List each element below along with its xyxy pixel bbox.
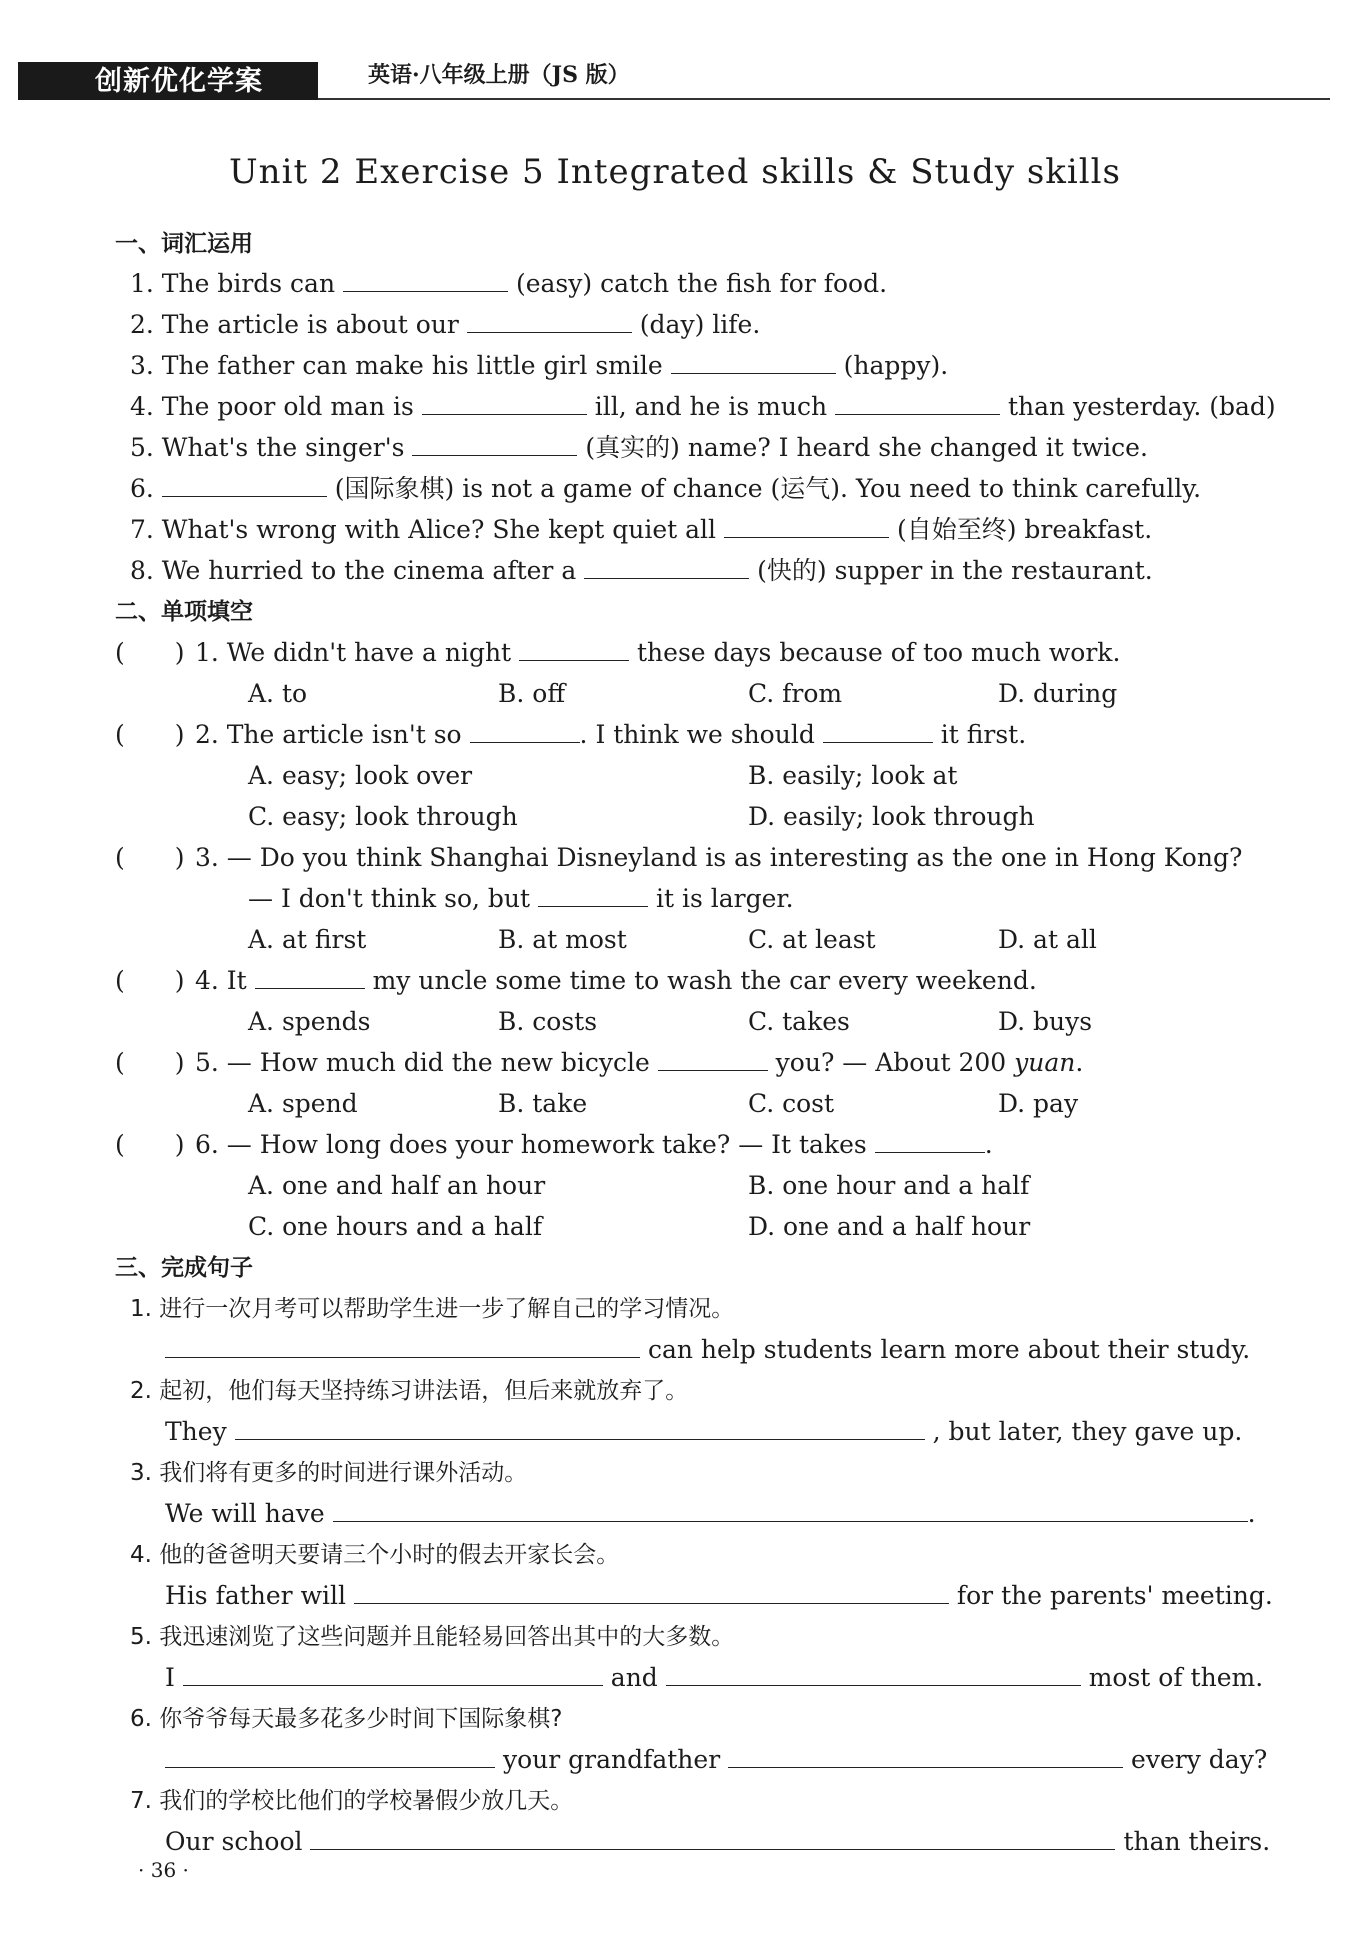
option-c: C. one hours and a half: [248, 1212, 543, 1241]
answer-blank[interactable]: [519, 638, 629, 661]
answer-paren[interactable]: ( ): [115, 720, 185, 749]
s3-prompt-1: 1. 进行一次月考可以帮助学生进一步了解自己的学习情况。: [130, 1296, 735, 1322]
mc-question-4: [115, 965, 1037, 997]
answer-blank[interactable]: [343, 269, 508, 292]
s3-answer-5: [165, 1662, 1263, 1694]
answer-blank[interactable]: [724, 515, 889, 538]
s3-prompt-2: 2. 起初，他们每天坚持练习讲法语，但后来就放弃了。: [130, 1378, 689, 1404]
answer-blank[interactable]: [467, 310, 632, 333]
answer-blank[interactable]: [354, 1581, 949, 1604]
option-c: C. at least: [748, 925, 876, 954]
text: , but later, they gave up.: [932, 1417, 1243, 1446]
text: 5. — How much did the new bicycle: [194, 1048, 650, 1077]
text: I: [165, 1663, 175, 1692]
mc-question-3-reply: [248, 883, 794, 915]
book-title: 英语·八年级上册（JS 版）: [368, 62, 630, 88]
text: 6. — How long does your homework take? — It takes: [194, 1130, 867, 1159]
s3-prompt-5: 5. 我迅速浏览了这些问题并且能轻易回答出其中的大多数。: [130, 1624, 735, 1650]
option-d: D. pay: [998, 1089, 1079, 1118]
option-a: A. at first: [248, 925, 367, 954]
mc-question-2: [115, 719, 1026, 751]
s3-answer-1: [165, 1334, 1250, 1366]
text: and: [610, 1663, 658, 1692]
text: Our school: [165, 1827, 303, 1856]
s1-item-7: [130, 514, 1152, 546]
text: .: [984, 1130, 993, 1159]
s1-item-4: [130, 391, 1276, 423]
answer-blank[interactable]: [538, 884, 648, 907]
s3-prompt-7: 7. 我们的学校比他们的学校暑假少放几天。: [130, 1788, 574, 1814]
s3-prompt-4: 4. 他的爸爸明天要请三个小时的假去开家长会。: [130, 1542, 620, 1568]
answer-blank[interactable]: [671, 351, 836, 374]
page-number: · 36 ·: [138, 1858, 189, 1882]
s1-item-6: [130, 473, 1201, 505]
option-b: B. off: [498, 679, 566, 708]
page-title: Unit 2 Exercise 5 Integrated skills & Study skills: [229, 152, 1121, 192]
text: We will have: [165, 1499, 325, 1528]
text: 2. The article isn't so: [194, 720, 462, 749]
text: . I think we should: [579, 720, 815, 749]
answer-blank[interactable]: [255, 966, 365, 989]
text: 5. What's the singer's: [130, 433, 405, 462]
answer-blank[interactable]: [235, 1417, 925, 1440]
text: it first.: [940, 720, 1027, 749]
answer-blank[interactable]: [666, 1663, 1081, 1686]
text: (easy) catch the fish for food.: [515, 269, 888, 298]
text: 8. We hurried to the cinema after a: [130, 556, 577, 585]
text: 3. — Do you think Shanghai Disneyland is as interesting as the one in Hong Kong?: [194, 843, 1243, 872]
text: His father will: [165, 1581, 346, 1610]
text: (day) life.: [639, 310, 761, 339]
text: can help students learn more about their study.: [647, 1335, 1251, 1364]
s3-answer-4: [165, 1580, 1273, 1612]
section2-heading: 二、单项填空: [115, 599, 253, 625]
option-c: C. from: [748, 679, 843, 708]
answer-paren[interactable]: ( ): [115, 638, 185, 667]
option-d: D. easily; look through: [748, 802, 1035, 831]
text: They: [165, 1417, 227, 1446]
text: 4. The poor old man is: [130, 392, 414, 421]
option-c: C. takes: [748, 1007, 850, 1036]
text: ill, and he is much: [594, 392, 828, 421]
s1-item-3: [130, 350, 948, 382]
answer-blank[interactable]: [165, 1335, 640, 1358]
text: than yesterday. (bad): [1008, 392, 1276, 421]
option-b: B. easily; look at: [748, 761, 958, 790]
option-b: B. costs: [498, 1007, 598, 1036]
text: your grandfather: [502, 1745, 721, 1774]
s1-item-8: [130, 555, 1153, 587]
s3-prompt-6: 6. 你爷爷每天最多花多少时间下国际象棋?: [130, 1706, 563, 1732]
answer-paren[interactable]: ( ): [115, 966, 185, 995]
answer-blank[interactable]: [412, 433, 577, 456]
header-rule: [318, 98, 1330, 100]
text: it is larger.: [655, 884, 794, 913]
answer-blank[interactable]: [875, 1130, 985, 1153]
answer-paren[interactable]: ( ): [115, 1048, 185, 1077]
text: yuan: [1014, 1048, 1076, 1077]
text: 1. We didn't have a night: [194, 638, 512, 667]
option-d: D. at all: [998, 925, 1097, 954]
text: (快的) supper in the restaurant.: [757, 556, 1153, 585]
answer-blank[interactable]: [162, 474, 327, 497]
answer-paren[interactable]: ( ): [115, 1130, 185, 1159]
option-a: A. spends: [248, 1007, 371, 1036]
s1-item-5: [130, 432, 1148, 464]
text: than theirs.: [1123, 1827, 1271, 1856]
s1-item-2: [130, 309, 760, 341]
text: every day?: [1131, 1745, 1268, 1774]
answer-blank[interactable]: [835, 392, 1000, 415]
text: (自始至终) breakfast.: [896, 515, 1153, 544]
section3-heading: 三、完成句子: [115, 1255, 253, 1281]
s1-item-1: [130, 268, 887, 300]
text: 1. The birds can: [130, 269, 336, 298]
text: 3. The father can make his little girl smile: [130, 351, 663, 380]
option-d: D. during: [998, 679, 1118, 708]
answer-blank[interactable]: [823, 720, 933, 743]
text: (真实的) name? I heard she changed it twice.: [585, 433, 1148, 462]
answer-blank[interactable]: [470, 720, 580, 743]
brand-logo: 创新优化学案: [95, 66, 263, 97]
text: 7. What's wrong with Alice? She kept quiet all: [130, 515, 717, 544]
answer-paren[interactable]: ( ): [115, 843, 185, 872]
answer-blank[interactable]: [658, 1048, 768, 1071]
text: .: [1247, 1499, 1256, 1528]
text: .: [1075, 1048, 1084, 1077]
answer-blank[interactable]: [728, 1745, 1123, 1768]
option-a: A. to: [248, 679, 308, 708]
option-c: C. easy; look through: [248, 802, 518, 831]
text: most of them.: [1088, 1663, 1264, 1692]
s3-answer-6: [165, 1744, 1267, 1776]
option-d: D. one and a half hour: [748, 1212, 1031, 1241]
text: (国际象棋) is not a game of chance (运气). You need to think carefully.: [334, 474, 1202, 503]
answer-blank[interactable]: [165, 1745, 495, 1768]
option-d: D. buys: [998, 1007, 1093, 1036]
s3-answer-2: [165, 1416, 1242, 1448]
text: 6.: [130, 474, 154, 503]
answer-blank[interactable]: [422, 392, 587, 415]
mc-question-3: [115, 842, 1242, 874]
answer-blank[interactable]: [333, 1499, 1248, 1522]
option-b: B. take: [498, 1089, 588, 1118]
text: (happy).: [843, 351, 949, 380]
section1-heading: 一、词汇运用: [115, 231, 253, 257]
answer-blank[interactable]: [183, 1663, 603, 1686]
text: my uncle some time to wash the car every weekend.: [372, 966, 1037, 995]
option-a: A. spend: [248, 1089, 358, 1118]
text: — I don't think so, but: [248, 884, 531, 913]
text: these days because of too much work.: [637, 638, 1121, 667]
option-a: A. one and half an hour: [248, 1171, 546, 1200]
mc-question-5: [115, 1047, 1083, 1079]
option-a: A. easy; look over: [248, 761, 473, 790]
s3-prompt-3: 3. 我们将有更多的时间进行课外活动。: [130, 1460, 528, 1486]
answer-blank[interactable]: [310, 1827, 1115, 1850]
answer-blank[interactable]: [584, 556, 749, 579]
text: for the parents' meeting.: [956, 1581, 1273, 1610]
mc-question-1: [115, 637, 1120, 669]
s3-answer-7: [165, 1826, 1270, 1858]
text: 4. It: [194, 966, 247, 995]
option-b: B. at most: [498, 925, 627, 954]
s3-answer-3: [165, 1498, 1256, 1530]
mc-question-6: [115, 1129, 993, 1161]
option-b: B. one hour and a half: [748, 1171, 1030, 1200]
text: 2. The article is about our: [130, 310, 459, 339]
option-c: C. cost: [748, 1089, 835, 1118]
text: you? — About 200: [775, 1048, 1007, 1077]
